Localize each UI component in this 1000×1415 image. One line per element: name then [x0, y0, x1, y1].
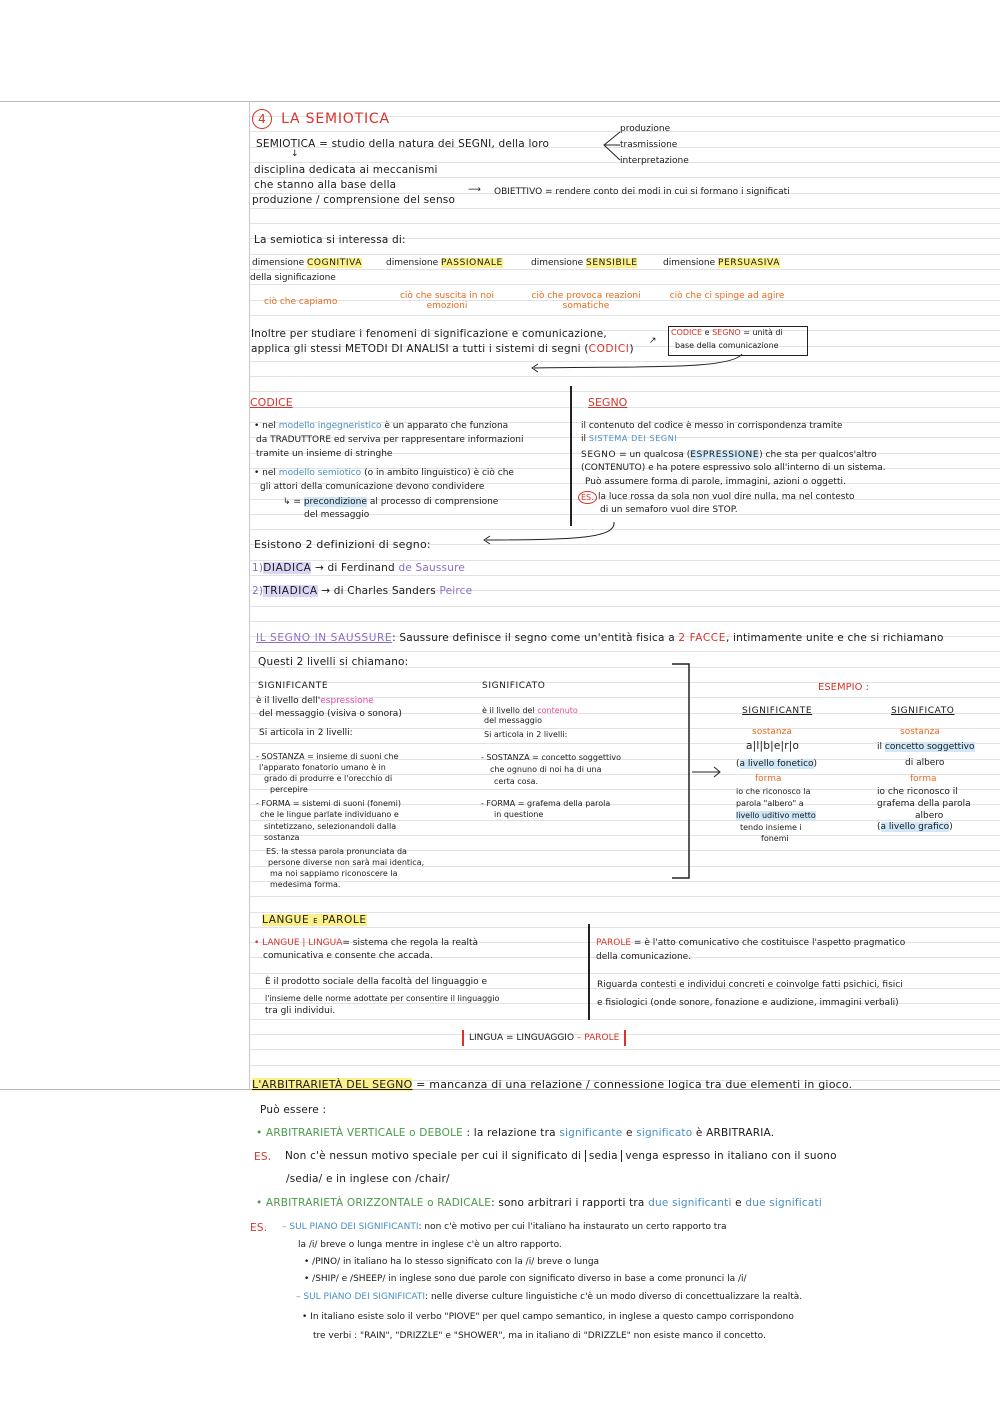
- ruled-line: [249, 391, 1000, 392]
- dim-sensibile: dimensione SENSIBILE: [531, 258, 638, 268]
- ruled-line: [249, 376, 1000, 377]
- saussure-bracket: [670, 662, 730, 882]
- sd-sostanza-3: certa cosa.: [494, 777, 539, 786]
- ex-f2: parola "albero" a: [736, 799, 804, 808]
- branch-interpretazione: interpretazione: [620, 156, 689, 166]
- dim-desc-sensibile: ciò che provoca reazioni somatiche: [531, 291, 641, 311]
- es-line-2: persone diverse non sarà mai identica,: [268, 858, 425, 867]
- ex-sostanza-label: sostanza: [752, 727, 792, 737]
- segno-line-6: la luce rossa da sola non vuol dire nulla, ma nel contesto: [598, 492, 855, 502]
- def-diadica: 1)DIADICA → di Ferdinand de Saussure: [252, 562, 466, 574]
- significato-line-2: del messaggio: [484, 716, 542, 725]
- significante-line-1: è il livello dell'espressione: [256, 696, 374, 706]
- codice-p2-line-2: gli attori della comunicazione devono condividere: [260, 482, 485, 492]
- codice-p3-line-1: ↳ = precondizione al processo di comprensione: [283, 497, 499, 507]
- significato-title: SIGNIFICATO: [482, 681, 546, 691]
- sd-forma-1: - FORMA = grafema della parola: [481, 799, 611, 808]
- title-text: LA SEMIOTICA: [281, 111, 390, 127]
- significante-title: SIGNIFICANTE: [258, 681, 329, 691]
- es-label-1: ES.: [254, 1151, 272, 1163]
- arbitr-orizzontale: • ARBITRARIETÀ ORIZZONTALE o RADICALE: sono arbitrari i rapporti tra due significanti e due significati: [256, 1197, 822, 1209]
- dims-tail: della significazione: [250, 273, 336, 283]
- ex-sd4: grafema della parola: [877, 799, 971, 809]
- esempio-title: ESEMPIO :: [818, 682, 870, 693]
- significati-line-2: • In italiano esiste solo il verbo "PIOVE" per quel campo semantico, in inglese a questo campo corrispondono: [302, 1312, 794, 1322]
- significanti-line-4: • /SHIP/ e /SHEEP/ in inglese sono due parole con significato diverso in base a come pronunci la /i/: [304, 1274, 747, 1284]
- langue-line-4: l'insieme delle norme adottate per consentire il linguaggio: [265, 994, 500, 1003]
- dim-cognitiva: dimensione COGNITIVA: [252, 258, 363, 268]
- ruled-line: [249, 621, 1000, 622]
- codice-p1-line-2: da TRADUTTORE ed serviva per rappresentare informazioni: [256, 435, 524, 445]
- curve-arrow-2: [476, 520, 621, 548]
- box-line-1: CODICE e SEGNO = unità di: [671, 328, 783, 337]
- forma-1: - FORMA = sistemi di suoni (fonemi): [256, 799, 401, 808]
- codice-p2-line-1: • nel modello semiotico (o in ambito linguistico) è ciò che: [254, 468, 514, 478]
- forma-4: sostanza: [264, 833, 300, 842]
- goal-text: OBIETTIVO = rendere conto dei modi in cui si formano i significati: [494, 187, 790, 197]
- langue-line-2: comunicativa e consente che accada.: [263, 951, 433, 961]
- margin-line: [249, 101, 250, 1089]
- ruled-line: [249, 575, 1000, 576]
- parole-line-3: Riguarda contesti e individui concreti e coinvolge fatti psichici, fisici: [597, 980, 903, 990]
- title-number: 4: [252, 109, 272, 129]
- ruled-line: [249, 284, 1000, 285]
- arbitr-es-line-1: Non c'è nessun motivo speciale per cui il significato di sedia venga espresso in italiano con il suono: [285, 1150, 837, 1162]
- branch-brace: [600, 128, 622, 164]
- langue-line-1: • LANGUE | LINGUA= sistema che regola la realtà: [254, 938, 479, 948]
- arbitr-es-line-2: /sedia/ e in inglese con /chair/: [286, 1173, 450, 1185]
- segno-line-2: il SISTEMA DEI SEGNI: [581, 434, 678, 444]
- significato-line-1: è il livello del contenuto: [482, 706, 578, 715]
- significati-line-3: tre verbi : "RAIN", "DRIZZLE" e "SHOWER", ma in italiano di "DRIZZLE" non esiste manco il concetto.: [313, 1331, 766, 1341]
- langue-divider: [588, 924, 590, 1020]
- ruled-line: [249, 269, 1000, 270]
- discipline-line-1: disciplina dedicata ai meccanismi: [254, 164, 438, 176]
- discipline-line-3: produzione / comprensione del senso: [252, 194, 456, 206]
- dims-lead: La semiotica si interessa di:: [254, 234, 406, 246]
- ex-sd-sostanza-label: sostanza: [900, 727, 940, 737]
- methods-line-2: applica gli stessi METODI DI ANALISI a tutti i sistemi di segni (CODICI): [251, 343, 634, 355]
- codice-p1-line-1: • nel modello ingegneristico è un apparato che funziona: [254, 421, 509, 431]
- title: [252, 108, 390, 129]
- parole-line-1: PAROLE = è l'atto comunicativo che costituisce l'aspetto pragmatico: [596, 938, 906, 948]
- ruled-line: [249, 1019, 1000, 1020]
- arbitr-puo: Può essere :: [260, 1104, 327, 1116]
- significato-line-3: Si articola in 2 livelli:: [484, 730, 568, 739]
- ex-significante-title: SIGNIFICANTE: [742, 706, 813, 716]
- branch-trasmissione: trasmissione: [620, 140, 678, 150]
- curve-arrow-1: [520, 352, 750, 374]
- es-line-3: ma noi sappiamo riconoscere la: [270, 869, 398, 878]
- semiotica-definition: SEMIOTICA = studio della natura dei SEGNI, della loro: [256, 138, 550, 150]
- significanti-line-1: – SUL PIANO DEI SIGNIFICANTI: non c'è motivo per cui l'italiano ha instaurato un certo rapporto tra: [282, 1222, 727, 1232]
- ruled-line: [249, 651, 1000, 652]
- ruled-line: [249, 315, 1000, 316]
- significante-line-3: Si articola in 2 livelli:: [259, 728, 353, 738]
- ruled-line: [249, 881, 1000, 882]
- parole-line-2: della comunicazione.: [596, 952, 692, 962]
- sostanza-3: grado di produrre e l'orecchio di: [264, 774, 393, 783]
- arrow-right: ⟶: [468, 185, 481, 195]
- significanti-line-2: la /i/ breve o lunga mentre in inglese c'è un altro rapporto.: [298, 1240, 562, 1250]
- lingua-formula: LINGUA = LINGUAGGIO – PAROLE: [462, 1030, 626, 1046]
- ruled-line: [249, 896, 1000, 897]
- es-label-2: ES.: [250, 1222, 268, 1234]
- saussure-heading: IL SEGNO IN SAUSSURE: Saussure definisce il segno come un'entità fisica a 2 FACCE, intimamente unite e che si richiamano: [256, 632, 944, 644]
- ruled-line: [249, 728, 1000, 729]
- ruled-line: [249, 820, 1000, 821]
- ex-sd5: albero: [915, 811, 944, 821]
- ex-f3: livello uditivo metto: [736, 811, 816, 820]
- segno-title: SEGNO: [588, 396, 628, 409]
- codice-title: CODICE: [250, 396, 293, 409]
- forma-3: sintetizzano, selezionandoli dalla: [264, 822, 397, 831]
- saussure-lead: Questi 2 livelli si chiamano:: [258, 656, 409, 668]
- ex-fonetico: (a livello fonetico): [736, 759, 818, 769]
- codice-segno-divider: [570, 386, 572, 526]
- methods-arrow: ↗: [649, 336, 657, 346]
- codice-p3-line-2: del messaggio: [304, 510, 370, 520]
- ruled-line: [249, 912, 1000, 913]
- ruled-line: [249, 560, 1000, 561]
- ruled-line: [249, 682, 1000, 683]
- ex-sd-forma-label: forma: [910, 774, 937, 784]
- ex-sd1: il concetto soggettivo: [877, 742, 975, 752]
- segno-line-7: di un semaforo vuol dire STOP.: [600, 505, 738, 515]
- ruled-line: [249, 529, 1000, 530]
- dim-passionale: dimensione PASSIONALE: [386, 258, 503, 268]
- defs-lead: Esistono 2 definizioni di segno:: [254, 538, 431, 551]
- sd-forma-2: in questione: [494, 810, 544, 819]
- ruled-line: [249, 177, 1000, 178]
- ex-sd3: io che riconosco il: [877, 787, 958, 797]
- langue-line-5: tra gli individui.: [265, 1006, 336, 1016]
- significanti-line-3: • /PINO/ in italiano ha lo stesso significato con la /i/ breve o lunga: [304, 1257, 600, 1267]
- ruled-line: [249, 254, 1000, 255]
- ruled-line: [249, 1049, 1000, 1050]
- es-line-1: ES. la stessa parola pronunciata da: [266, 847, 407, 856]
- segno-line-1: il contenuto del codice è messo in corrispondenza tramite: [581, 421, 843, 431]
- sd-sostanza-1: - SOSTANZA = concetto soggettivo: [481, 753, 622, 762]
- langue-title: LANGUE e PAROLE: [262, 914, 367, 926]
- es-line-4: medesima forma.: [270, 880, 341, 889]
- ruled-line: [249, 223, 1000, 224]
- arbitr-verticale: • ARBITRARIETÀ VERTICALE o DEBOLE : la relazione tra significante e significato è ARBITRARIA.: [256, 1127, 775, 1139]
- sostanza-1: - SOSTANZA = insieme di suoni che: [256, 752, 399, 761]
- ex-f4: tendo insieme i: [740, 823, 802, 832]
- segno-line-5: Può assumere forma di parole, immagini, azioni o oggetti.: [585, 477, 846, 487]
- ex-significato-title: SIGNIFICATO: [891, 706, 955, 716]
- ex-forma-label: forma: [755, 774, 782, 784]
- segno-line-3: SEGNO = un qualcosa (ESPRESSIONE) che sta per qualcos'altro: [581, 450, 877, 460]
- segno-line-4: (CONTENUTO) e ha potere espressivo solo all'interno di un sistema.: [581, 463, 886, 473]
- sostanza-4: percepire: [270, 785, 308, 794]
- codice-p1-line-3: tramite un insieme di stringhe: [256, 449, 393, 459]
- significati-line-1: – SUL PIANO DEI SIGNIFICATI: nelle diverse culture linguistiche c'è un modo diverso di concettualizzare la realtà.: [296, 1292, 803, 1302]
- langue-line-3: È il prodotto sociale della facoltà del linguaggio e: [265, 977, 488, 987]
- ex-sd6: (a livello grafico): [877, 822, 953, 832]
- branch-produzione: produzione: [620, 124, 671, 134]
- dim-persuasiva: dimensione PERSUASIVA: [663, 258, 780, 268]
- ruled-line: [249, 973, 1000, 974]
- ex-f5: fonemi: [761, 834, 789, 843]
- dim-desc-cognitiva: ciò che capiamo: [264, 297, 338, 307]
- ruled-line: [249, 606, 1000, 607]
- ruled-line: [249, 835, 1000, 836]
- parole-line-4: e fisiologici (onde sonore, fonazione e audizione, immagini verbali): [597, 998, 899, 1008]
- ruled-line: [249, 927, 1000, 928]
- sd-sostanza-2: che ognuno di noi ha di una: [490, 765, 602, 774]
- ruled-line: [249, 1065, 1000, 1066]
- ruled-line: [249, 208, 1000, 209]
- sostanza-2: l'apparato fonatorio umano è in: [259, 763, 386, 772]
- methods-line-1: Inoltre per studiare i fenomeni di significazione e comunicazione,: [251, 328, 607, 340]
- arbitr-heading: L'ARBITRARIETÀ DEL SEGNO = mancanza di una relazione / connessione logica tra due elementi in gioco.: [252, 1078, 853, 1091]
- def-triadica: 2)TRIADICA → di Charles Sanders Peirce: [252, 585, 473, 597]
- segno-es-badge: ES.: [578, 491, 597, 504]
- dim-desc-passionale: ciò che suscita in noi emozioni: [399, 291, 495, 311]
- discipline-line-2: che stanno alla base della: [254, 179, 397, 191]
- significante-line-2: del messaggio (visiva o sonora): [259, 709, 402, 719]
- ex-sd2: di albero: [905, 758, 945, 768]
- page-divider-top: [0, 101, 1000, 102]
- box-line-2: base della comunicazione: [675, 341, 779, 350]
- dim-desc-persuasiva: ciò che ci spinge ad agire: [669, 291, 785, 301]
- ex-f1: io che riconosco la: [736, 787, 811, 796]
- down-arrow: ↓: [291, 149, 299, 159]
- ex-letters: a|l|b|e|r|o: [746, 740, 800, 752]
- forma-2: che le lingue parlate individuano e: [260, 810, 399, 819]
